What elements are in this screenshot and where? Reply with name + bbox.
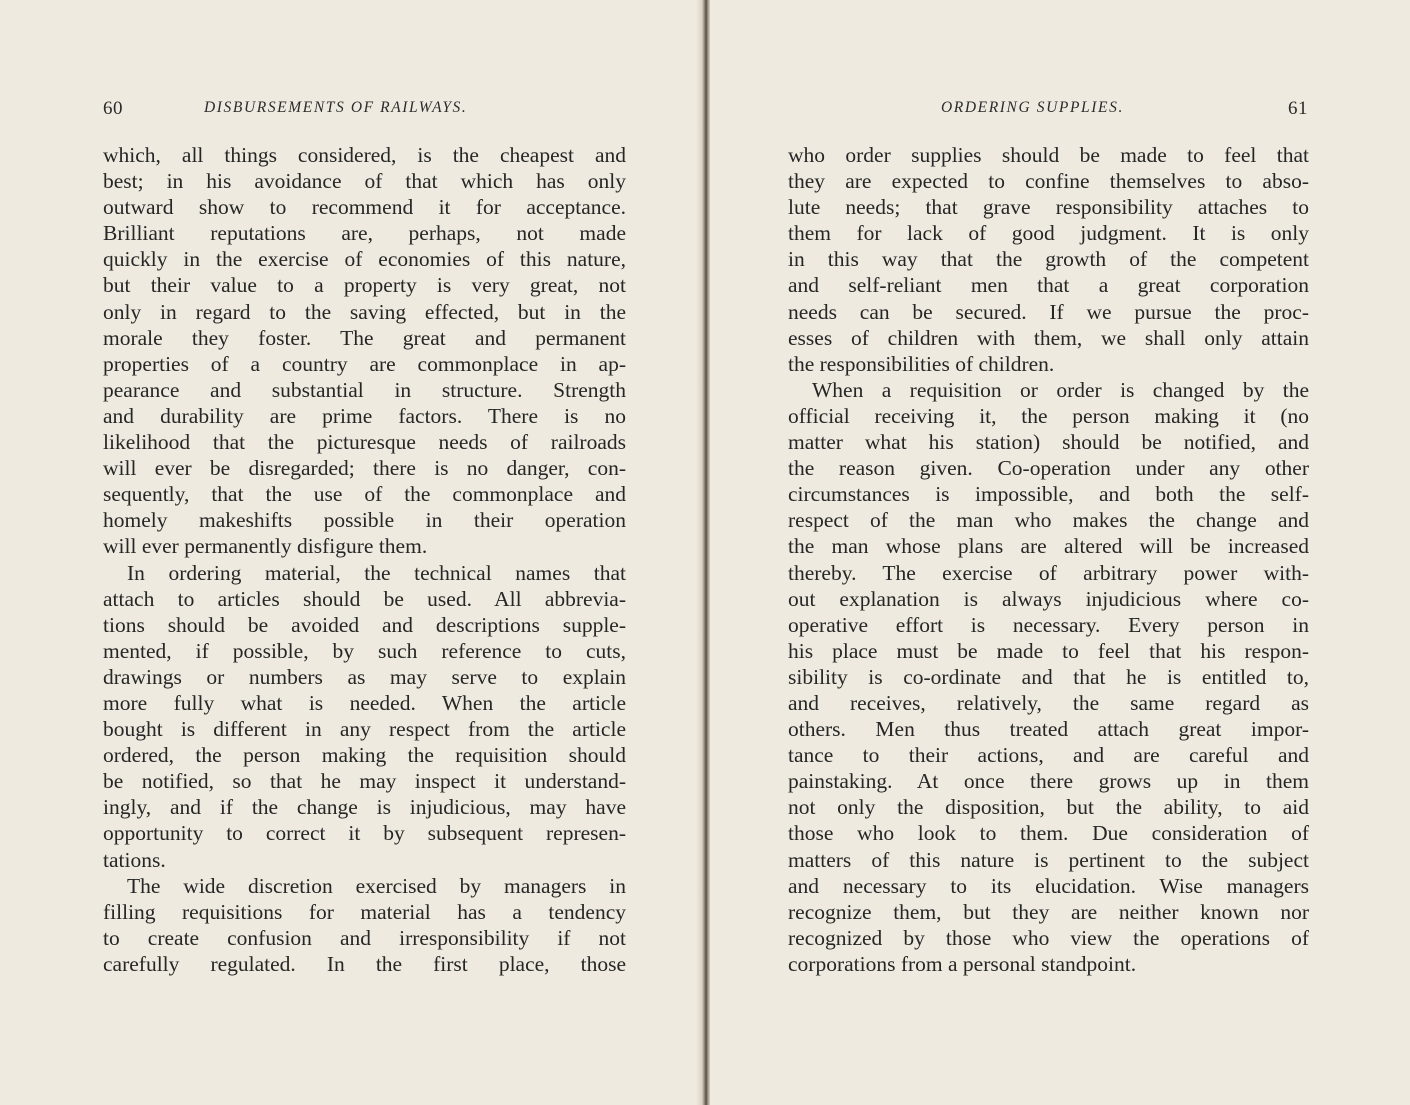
text-line: operative effort is necessary. Every person in — [788, 612, 1309, 637]
text-line: tance to their actions, and are careful and — [788, 743, 1309, 768]
text-line: only in regard to the saving effected, but in the — [103, 299, 626, 324]
text-line: carefully regulated. In the first place, those — [103, 951, 626, 976]
text-line: and necessary to its elucidation. Wise managers — [788, 873, 1309, 898]
text-line: morale they foster. The great and permanent — [103, 325, 626, 350]
left-running-head-title: DISBURSEMENTS OF RAILWAYS. — [204, 99, 468, 116]
text-line: they are expected to confine themselves to abso- — [788, 169, 1309, 194]
text-line: homely makeshifts possible in their operation — [103, 508, 626, 533]
text-line: The wide discretion exercised by managers in — [127, 873, 626, 898]
text-line: the reason given. Co-operation under any other — [788, 456, 1309, 481]
text-line: In ordering material, the technical names that — [127, 560, 626, 585]
text-line: not only the disposition, but the ability, to aid — [788, 795, 1309, 820]
text-line: those who look to them. Due consideration of — [788, 821, 1309, 846]
text-line: lute needs; that grave responsibility attaches to — [788, 195, 1309, 220]
right-running-head — [788, 98, 1308, 126]
text-line: will ever permanently disfigure them. — [103, 534, 428, 559]
text-line: When a requisition or order is changed by the — [812, 377, 1309, 402]
text-line: but their value to a property is very great, not — [103, 273, 626, 298]
text-line: matters of this nature is pertinent to the subject — [788, 847, 1309, 872]
left-running-head — [103, 98, 628, 126]
right-running-head-title: ORDERING SUPPLIES. — [941, 99, 1124, 116]
text-line: in this way that the growth of the competent — [788, 247, 1309, 272]
text-line: more fully what is needed. When the article — [103, 690, 626, 715]
text-line: his place must be made to feel that his respon- — [788, 638, 1309, 663]
left-page-number: 60 — [103, 98, 123, 119]
text-line: will ever be disregarded; there is no danger, con- — [103, 456, 626, 481]
text-line: pearance and substantial in structure. Strength — [103, 377, 626, 402]
text-line: filling requisitions for material has a tendency — [103, 899, 626, 924]
text-line: Brilliant reputations are, perhaps, not made — [103, 221, 626, 246]
text-line: respect of the man who makes the change and — [788, 508, 1309, 533]
text-line: thereby. The exercise of arbitrary power with- — [788, 560, 1309, 585]
text-line: and durability are prime factors. There is no — [103, 403, 626, 428]
text-line: tions should be avoided and descriptions supple- — [103, 612, 626, 637]
text-line: circumstances is impossible, and both the self- — [788, 482, 1309, 507]
text-line: likelihood that the picturesque needs of railroads — [103, 430, 626, 455]
text-line: needs can be secured. If we pursue the proc- — [788, 299, 1309, 324]
text-line: others. Men thus treated attach great impor- — [788, 717, 1309, 742]
text-line: attach to articles should be used. All abbrevia- — [103, 586, 626, 611]
text-line: best; in his avoidance of that which has only — [103, 169, 626, 194]
text-line: recognize them, but they are neither known nor — [788, 899, 1309, 924]
text-line: and receives, relatively, the same regard as — [788, 690, 1309, 715]
text-line: sibility is co-ordinate and that he is entitled to, — [788, 664, 1309, 689]
text-line: bought is different in any respect from the article — [103, 717, 626, 742]
text-line: sequently, that the use of the commonplace and — [103, 482, 626, 507]
text-line: them for lack of good judgment. It is only — [788, 221, 1309, 246]
left-page — [0, 0, 702, 1105]
text-line: outward show to recommend it for acceptance. — [103, 195, 626, 220]
text-line: opportunity to correct it by subsequent represen- — [103, 821, 626, 846]
text-line: official receiving it, the person making it (no — [788, 403, 1309, 428]
text-line: ordered, the person making the requisition should — [103, 743, 626, 768]
text-line: ingly, and if the change is injudicious, may have — [103, 795, 626, 820]
right-page — [710, 0, 1410, 1105]
text-line: properties of a country are commonplace in ap- — [103, 351, 626, 376]
text-line: the man whose plans are altered will be increased — [788, 534, 1309, 559]
text-line: painstaking. At once there grows up in them — [788, 769, 1309, 794]
text-line: quickly in the exercise of economies of this nature, — [103, 247, 626, 272]
text-line: to create confusion and irresponsibility if not — [103, 925, 626, 950]
left-page-text — [103, 142, 626, 977]
text-line: and self-reliant men that a great corporation — [788, 273, 1309, 298]
text-line: the responsibilities of children. — [788, 351, 1055, 376]
right-page-text — [788, 142, 1309, 977]
text-line: who order supplies should be made to feel that — [788, 143, 1309, 167]
text-line: drawings or numbers as may serve to explain — [103, 664, 626, 689]
text-line: which, all things considered, is the cheapest and — [103, 143, 626, 167]
text-line: be notified, so that he may inspect it understand- — [103, 769, 626, 794]
text-line: recognized by those who view the operations of — [788, 925, 1309, 950]
right-page-number: 61 — [1288, 98, 1308, 119]
text-line: matter what his station) should be notified, and — [788, 430, 1309, 455]
text-line: mented, if possible, by such reference to cuts, — [103, 638, 626, 663]
text-line: out explanation is always injudicious where co- — [788, 586, 1309, 611]
text-line: esses of children with them, we shall only attain — [788, 325, 1309, 350]
text-line: tations. — [103, 847, 166, 872]
text-line: corporations from a personal standpoint. — [788, 951, 1137, 976]
